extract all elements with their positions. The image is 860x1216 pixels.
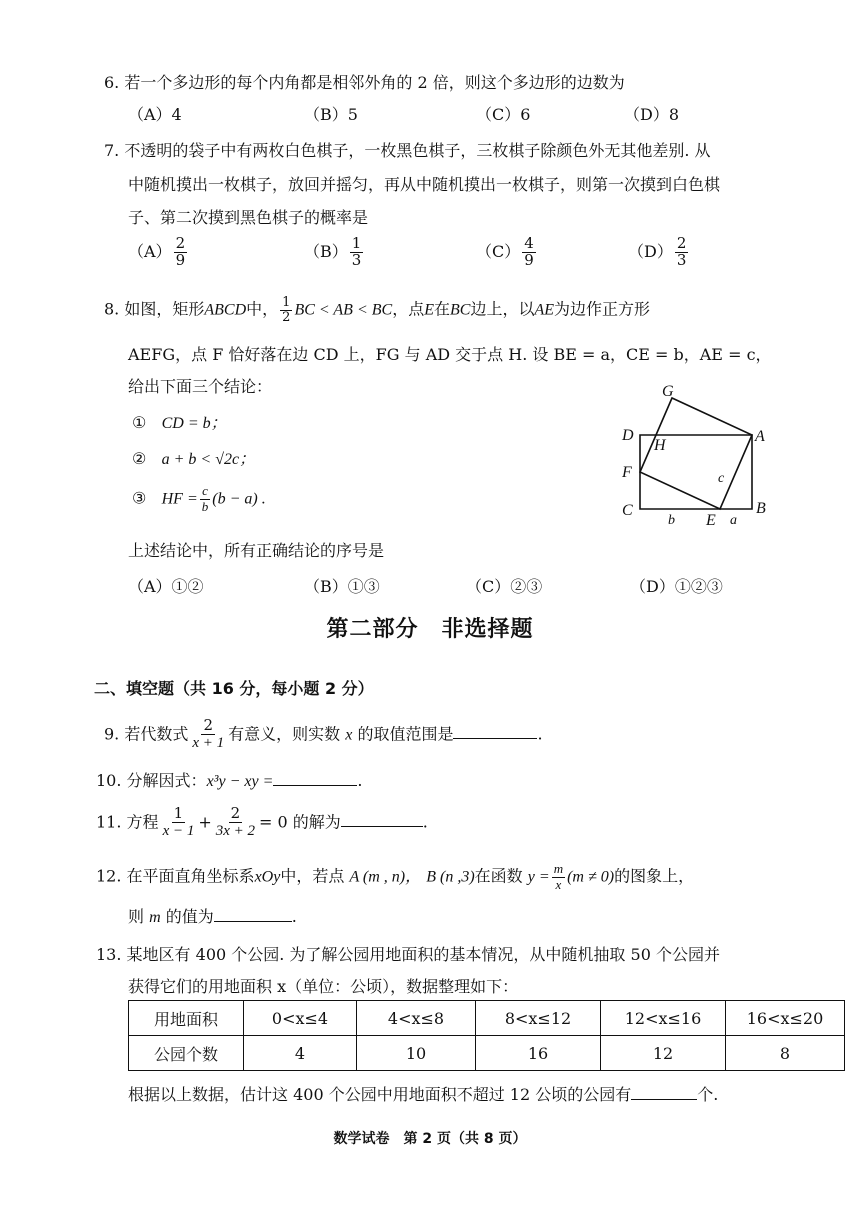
label-a: A bbox=[755, 428, 765, 445]
q7-option-a: （A） $\frac{2}{9}$ bbox=[128, 234, 186, 269]
q11-answer-blank[interactable] bbox=[341, 812, 423, 827]
q8-line-2: AEFG，点 F 恰好落在边 CD 上，FG 与 AD 交于点 H. 设 BE = a，CE = b，AE = c， bbox=[128, 345, 772, 364]
label-b-side: b bbox=[668, 513, 675, 528]
q6-option-c: （C）6 bbox=[476, 105, 531, 124]
q9-text: 9. 若代数式 $\frac{2}{x + 1}$ 有意义，则实数 x 的取值范围是 . bbox=[104, 716, 543, 751]
q6-option-b: （B）5 bbox=[304, 105, 358, 124]
label-f: F bbox=[622, 464, 632, 481]
q7-line-2: 中随机摸出一枚棋子，放回并摇匀，再从中随机摸出一枚棋子，则第一次摸到白色棋 bbox=[128, 175, 721, 194]
q8-option-a: （A）①② bbox=[128, 577, 204, 596]
q12-line-1: 12. 在平面直角坐标系xOy中，若点 A (m , n)， B (n ,3)在函数 y = $\frac{m}{x}$ (m ≠ 0)的图象上， bbox=[96, 861, 695, 892]
q13-line-2: 获得它们的用地面积 x（单位：公顷），数据整理如下： bbox=[128, 977, 519, 996]
q7-option-d: （D） $\frac{2}{3}$ bbox=[628, 234, 687, 269]
table-cell: 8<x≤12 bbox=[476, 1001, 601, 1036]
q6-option-a: （A）4 bbox=[128, 105, 182, 124]
table-row-area bbox=[129, 1001, 845, 1036]
q12-answer-blank[interactable] bbox=[214, 907, 292, 922]
label-c-side: c bbox=[718, 471, 725, 486]
table-cell: 8 bbox=[726, 1036, 845, 1071]
q6-option-d: （D）8 bbox=[624, 105, 680, 124]
q8-option-c: （C）②③ bbox=[466, 577, 543, 596]
q13-answer-blank[interactable] bbox=[631, 1085, 697, 1100]
q7-line-3: 子、第二次摸到黑色棋子的概率是 bbox=[128, 208, 369, 227]
q13-data-table bbox=[128, 1000, 845, 1071]
label-h: H bbox=[654, 437, 666, 454]
table-cell: 4<x≤8 bbox=[357, 1001, 476, 1036]
q12-line-2: 则 m 的值为 . bbox=[128, 907, 297, 926]
q13-line-1: 13. 某地区有 400 个公园. 为了解公园用地面积的基本情况，从中随机抽取 50 个公园并 bbox=[96, 945, 720, 964]
label-b: B bbox=[756, 500, 766, 517]
table-cell: 0<x≤4 bbox=[244, 1001, 357, 1036]
q8-option-d: （D）①②③ bbox=[630, 577, 723, 596]
q7-line-1: 7. 不透明的袋子中有两枚白色棋子，一枚黑色棋子，三枚棋子除颜色外无其他差别. 从 bbox=[104, 141, 711, 160]
q8-conclusion-3: ③ HF = $\frac{c}{b}$ (b − a) . bbox=[132, 483, 266, 514]
label-a-side: a bbox=[730, 513, 737, 528]
q6-text: 6. 若一个多边形的每个内角都是相邻外角的 2 倍，则这个多边形的边数为 bbox=[104, 73, 625, 92]
part-two-title: 第二部分 非选择题 bbox=[326, 617, 534, 642]
table-cell: 4 bbox=[244, 1036, 357, 1071]
q13-question: 根据以上数据，估计这 400 个公园中用地面积不超过 12 公顷的公园有 个. bbox=[128, 1085, 719, 1104]
q7-option-b: （B） $\frac{1}{3}$ bbox=[304, 234, 362, 269]
table-cell: 16<x≤20 bbox=[726, 1001, 845, 1036]
q8-question: 上述结论中，所有正确结论的序号是 bbox=[128, 541, 385, 560]
table-cell: 公园个数 bbox=[129, 1036, 244, 1071]
q8-geometry-figure bbox=[610, 378, 780, 528]
table-cell: 用地面积 bbox=[129, 1001, 244, 1036]
page-footer: 数学试卷 第 2 页（共 8 页） bbox=[333, 1131, 527, 1147]
q8-line-1: 8. 如图，矩形ABCD中， $\frac{1}{2}$ BC < AB < BC，点E在BC边上，以AE为边作正方形 bbox=[104, 295, 651, 325]
q9-answer-blank[interactable] bbox=[453, 724, 537, 739]
label-g: G bbox=[662, 383, 674, 400]
label-e: E bbox=[706, 512, 716, 528]
q8-conclusion-1: ① CD = b； bbox=[132, 413, 227, 432]
label-c: C bbox=[622, 502, 633, 519]
q8-option-b: （B）①③ bbox=[304, 577, 380, 596]
q10-text: 10. 分解因式：x³y − xy = . bbox=[96, 771, 363, 790]
table-cell: 10 bbox=[357, 1036, 476, 1071]
section-fill-in-title: 二、填空题（共 16 分，每小题 2 分） bbox=[94, 679, 374, 698]
q11-text: 11. 方程 $\frac{1}{x - 1}$ + $\frac{2}{3x + 2}$ = 0 的解为 . bbox=[96, 804, 428, 839]
table-cell: 12<x≤16 bbox=[601, 1001, 726, 1036]
q8-line-3: 给出下面三个结论： bbox=[128, 377, 273, 396]
q7-option-c: （C） $\frac{4}{9}$ bbox=[476, 234, 534, 269]
label-d: D bbox=[622, 427, 634, 444]
q10-answer-blank[interactable] bbox=[273, 771, 357, 786]
q8-conclusion-2: ② a + b < √2c； bbox=[132, 449, 256, 468]
table-row-count bbox=[129, 1036, 845, 1071]
table-cell: 12 bbox=[601, 1036, 726, 1071]
table-cell: 16 bbox=[476, 1036, 601, 1071]
